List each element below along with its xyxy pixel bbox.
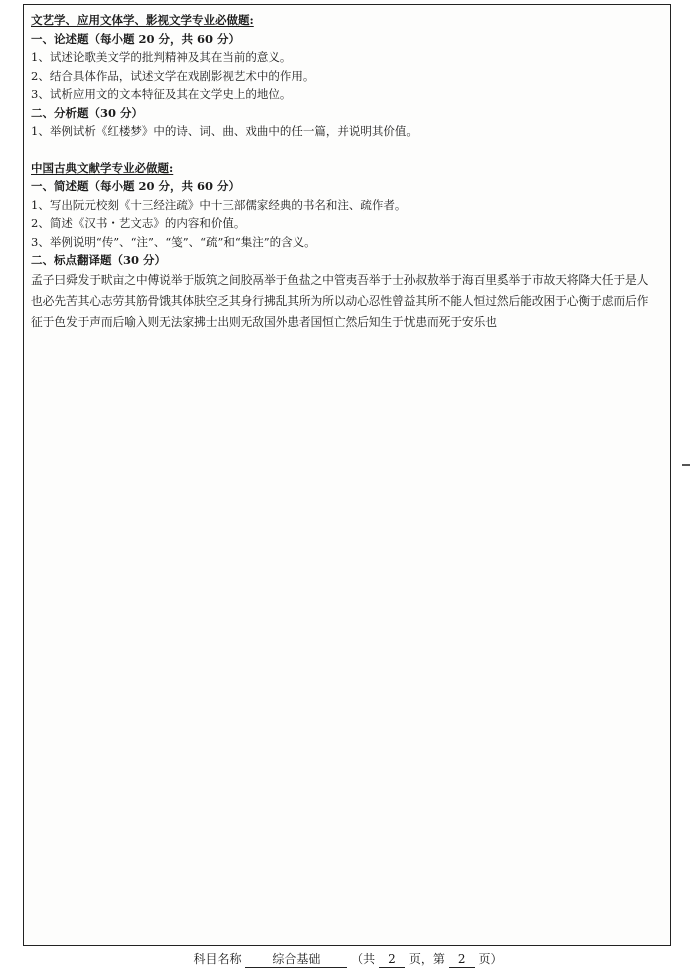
short-answer-question-3: 3、举例说明“传”、“注”、“笺”、“疏”和“集注”的含义。 [31,234,316,249]
exam-content [31,11,662,333]
section-spacer [31,141,662,159]
page-footer [0,948,696,970]
current-page-prefix: 页，第 [408,952,445,966]
punctuation-translation-heading: 二、标点翻译题（30 分） [31,253,167,267]
classical-passage: 孟子曰舜发于畎亩之中傅说举于版筑之间胶鬲举于鱼盐之中管夷吾举于士孙叔敖举于海百里奚举于市故天将降大任于是人也必先苦其心志劳其筋骨饿其体肤空乏其身行拂乱其所为所以动心忍性曾益其所不能人恒过然后能改困于心衡于虑而后作征于色发于声而后喻入则无法家拂士出则无敌国外患者国恒亡然后知生于忧患而死于安乐也 [31,272,649,329]
essay-question-1: 1、试述论歌美文学的批判精神及其在当前的意义。 [31,50,292,64]
subject-label: 科目名称 [193,952,242,966]
essay-questions-heading: 一、论述题（每小题 20 分，共 60 分） [31,31,241,46]
short-answer-heading: 一、简述题（每小题 20 分，共 60 分） [31,179,241,193]
section-title-classical-philology: 中国古典文献学专业必做题: [31,160,174,175]
short-answer-question-2: 2、简述《汉书・艺文志》的内容和价值。 [31,216,246,230]
analysis-questions-heading: 二、分析题（30 分） [31,105,144,120]
scan-edge-mark [682,464,690,466]
total-pages: 2 [379,952,405,968]
current-page-suffix: 页） [478,952,503,966]
exam-page-frame [23,4,671,946]
analysis-question-1: 1、举例试析《红楼梦》中的诗、词、曲、戏曲中的任一篇，并说明其价值。 [31,124,418,138]
essay-question-2: 2、结合具体作品，试述文学在戏剧影视艺术中的作用。 [31,68,315,83]
short-answer-question-1: 1、写出阮元校刻《十三经注疏》中十三部儒家经典的书名和注、疏作者。 [31,197,407,212]
total-pages-prefix: （共 [351,952,376,966]
section-title-literature: 文艺学、应用文体学、影视文学专业必做题: [31,13,254,27]
subject-name: 综合基础 [245,952,347,968]
current-page: 2 [449,952,475,968]
essay-question-3: 3、试析应用文的文本特征及其在文学史上的地位。 [31,87,292,101]
